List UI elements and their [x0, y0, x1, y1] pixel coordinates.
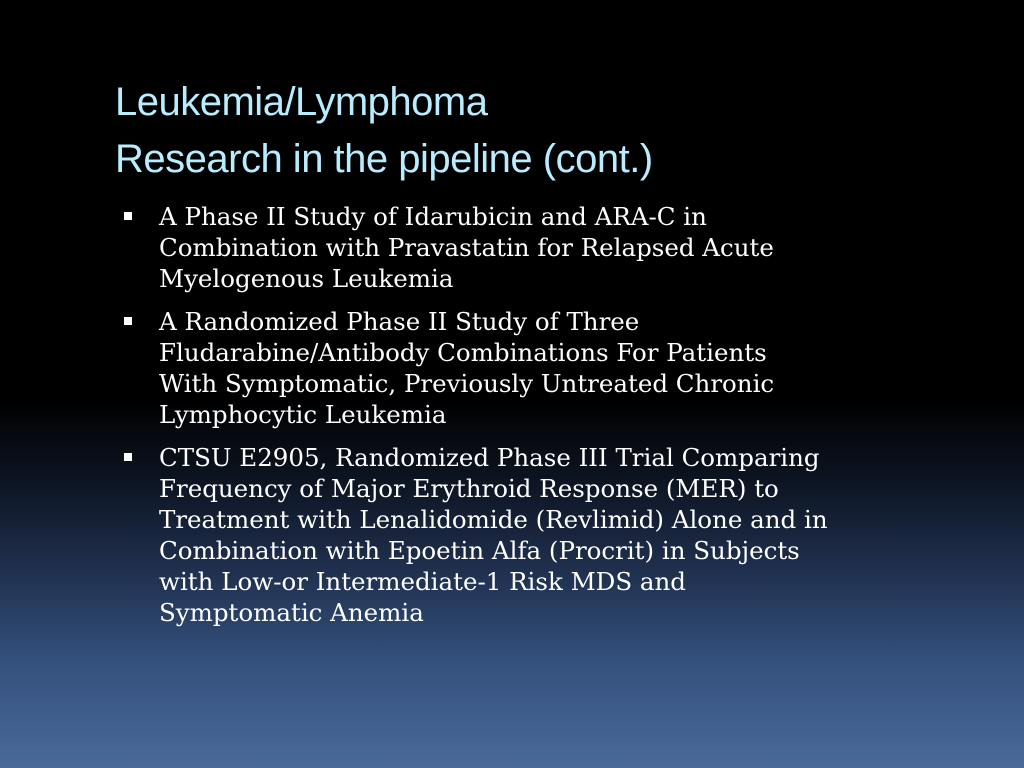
bullet-line: With Symptomatic, Previously Untreated Chronic: [159, 369, 775, 398]
bullet-line: Symptomatic Anemia: [159, 598, 424, 627]
bullet-line: A Randomized Phase II Study of Three: [159, 307, 640, 336]
bullet-text: [159, 201, 959, 294]
bullet-item-1: [122, 201, 982, 294]
bullet-item-3: [122, 442, 982, 628]
square-bullet-icon: [124, 212, 132, 220]
slide-title: [115, 74, 975, 188]
bullet-item-2: [122, 306, 982, 430]
title-line-2: Research in the pipeline (cont.): [115, 137, 653, 181]
square-bullet-icon: [124, 317, 132, 325]
bullet-line: with Low-or Intermediate-1 Risk MDS and: [159, 567, 686, 596]
bullet-line: CTSU E2905, Randomized Phase III Trial Comparing: [159, 443, 820, 472]
square-bullet-icon: [124, 453, 132, 461]
bullet-line: Treatment with Lenalidomide (Revlimid) Alone and in: [159, 505, 828, 534]
bullet-line: Combination with Pravastatin for Relapsed Acute: [159, 233, 774, 262]
bullet-line: Combination with Epoetin Alfa (Procrit) in Subjects: [159, 536, 800, 565]
bullet-line: Lymphocytic Leukemia: [159, 400, 447, 429]
bullet-line: Myelogenous Leukemia: [159, 264, 454, 293]
bullet-line: A Phase II Study of Idarubicin and ARA-C in: [159, 202, 707, 231]
bullet-text: [159, 442, 959, 628]
bullet-line: Frequency of Major Erythroid Response (MER) to: [159, 474, 779, 503]
title-line-1: Leukemia/Lymphoma: [115, 80, 488, 124]
bullet-text: [159, 306, 959, 430]
bullet-line: Fludarabine/Antibody Combinations For Patients: [159, 338, 767, 367]
bullet-list: [122, 201, 982, 640]
